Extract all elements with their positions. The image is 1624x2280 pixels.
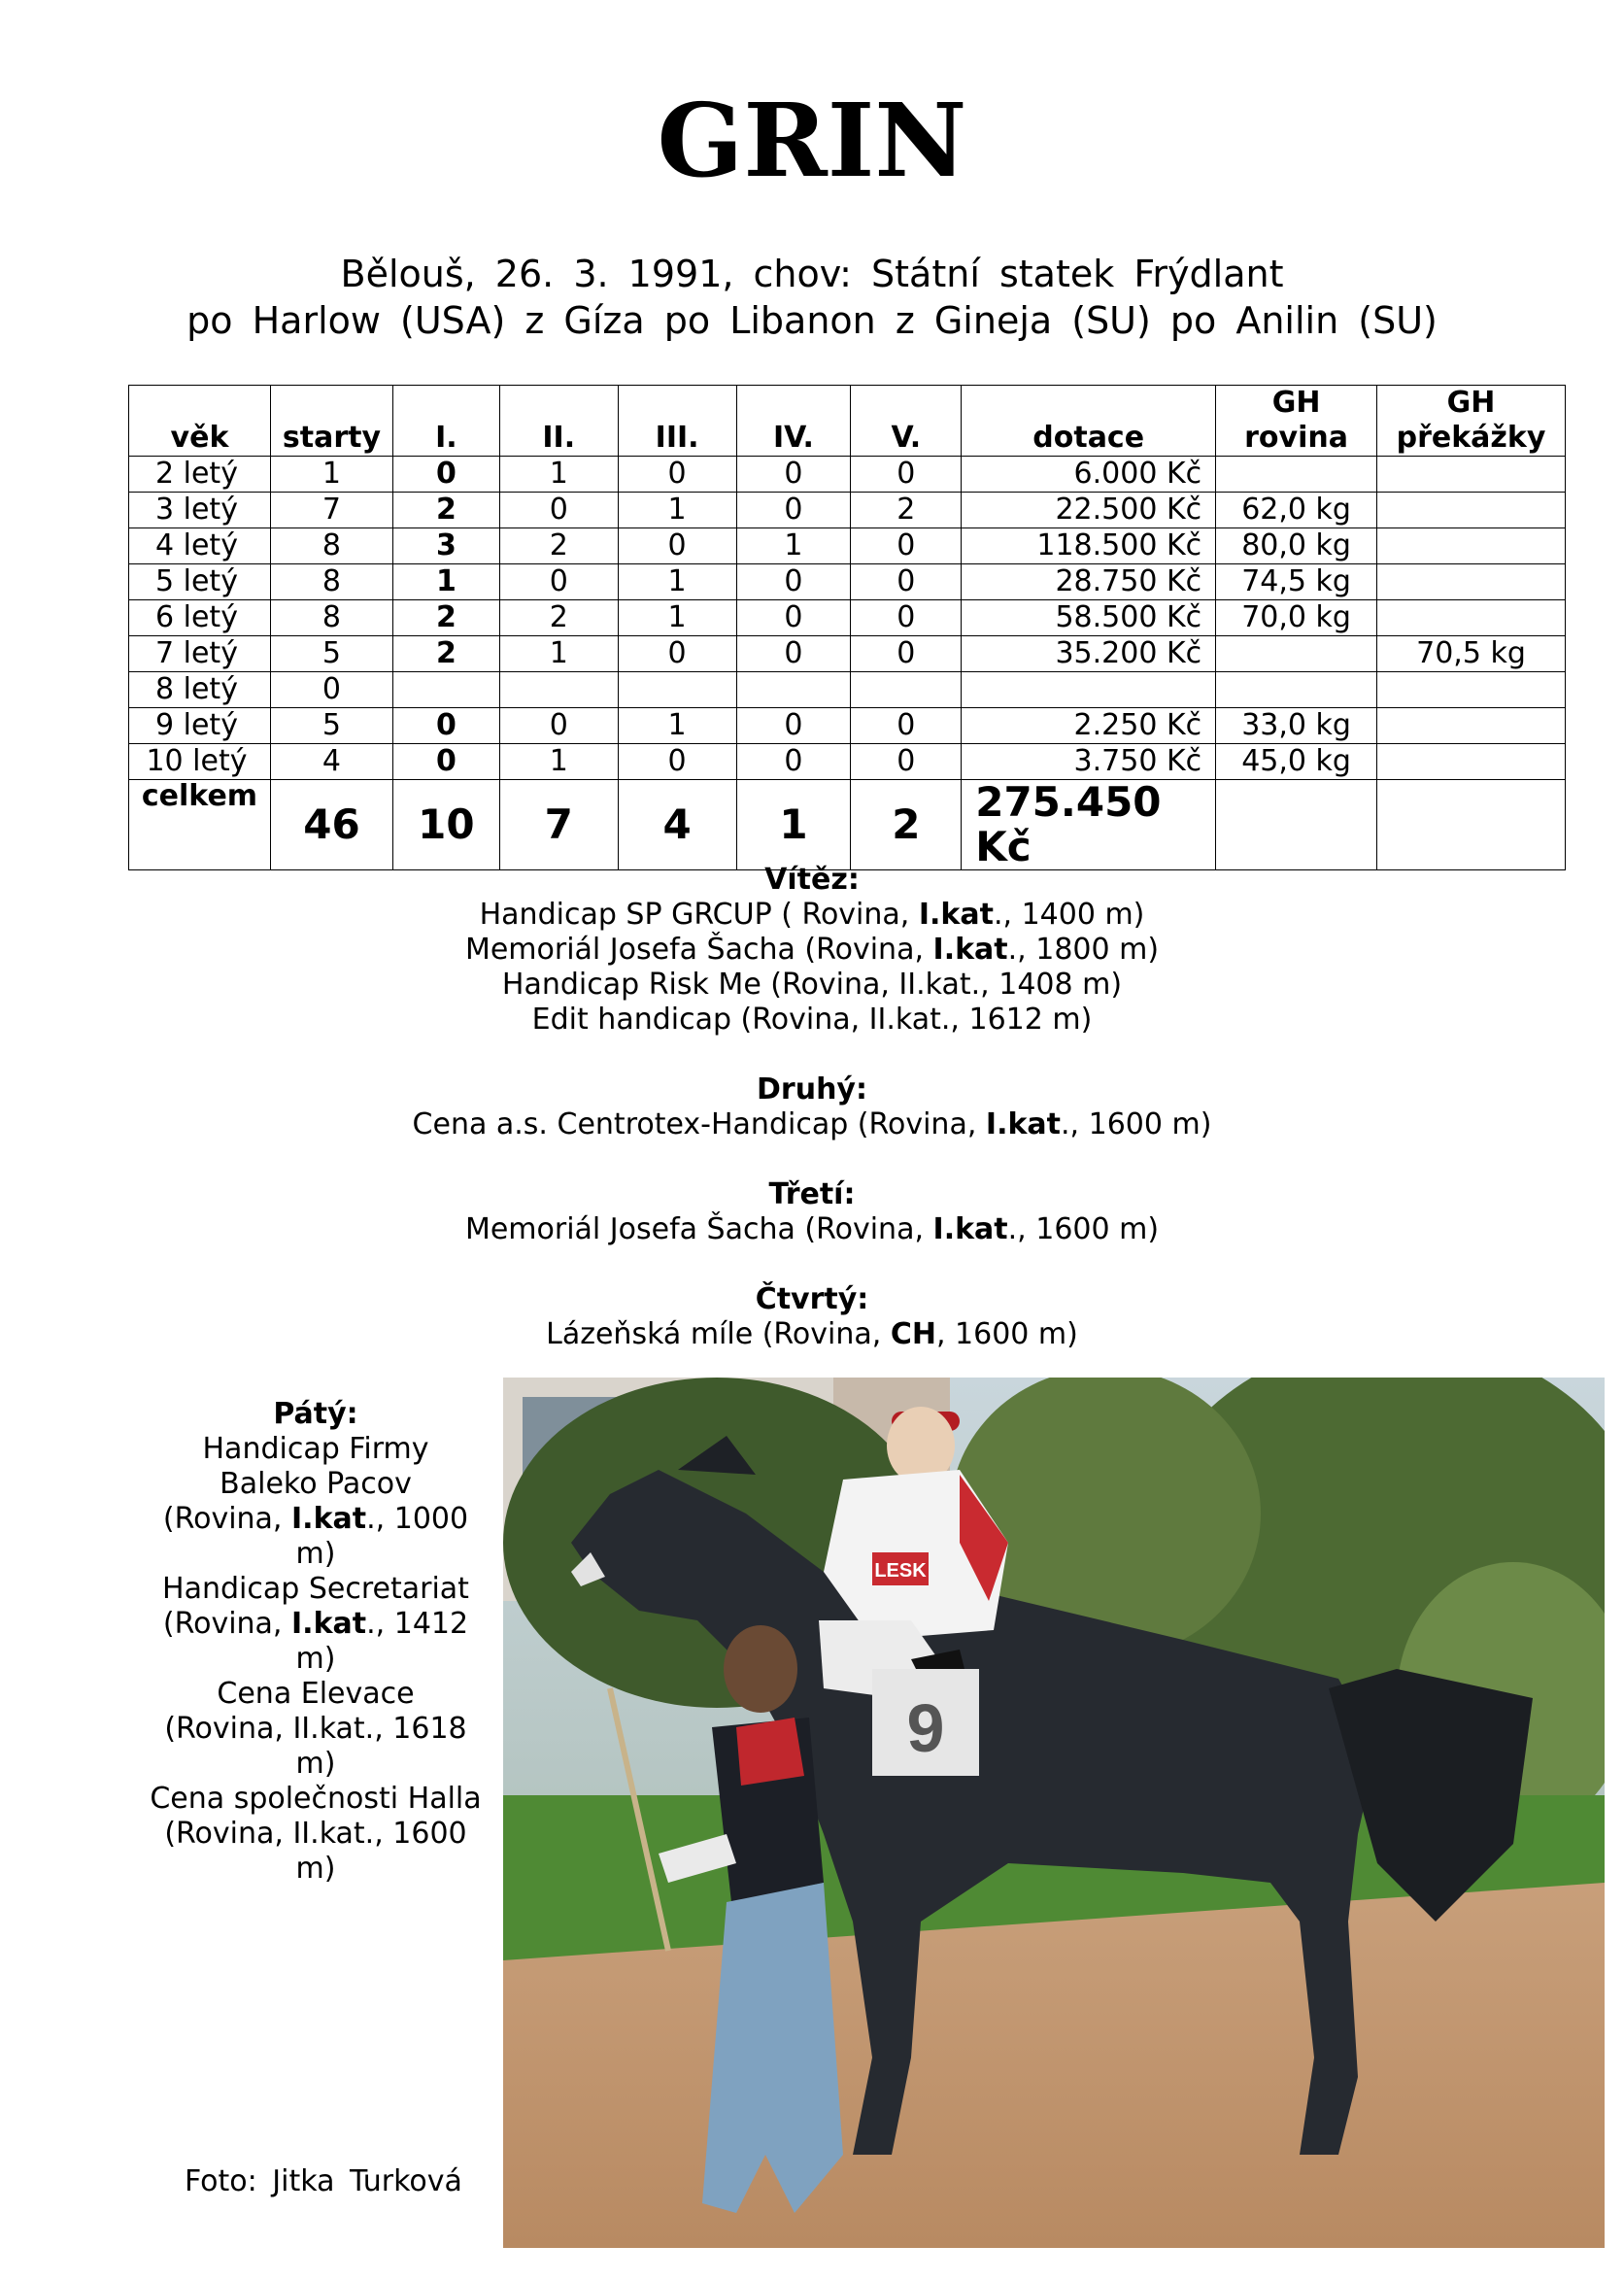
cell-p5: 0: [851, 564, 962, 600]
col-fourth: IV.: [736, 386, 851, 457]
table-row: [129, 528, 1566, 564]
cell-gh-jump: [1377, 528, 1566, 564]
photo-credit: Foto: Jitka Turková: [185, 2164, 462, 2198]
cell-gh-jump: [1377, 457, 1566, 493]
cell-p3: 1: [618, 564, 736, 600]
total-fifth: 2: [851, 780, 962, 870]
cell-gh-flat: 45,0 kg: [1216, 744, 1377, 780]
cell-starts: 8: [270, 600, 392, 636]
third-heading: Třetí:: [768, 1177, 856, 1211]
cell-p3: [618, 672, 736, 708]
cell-p3: 1: [618, 493, 736, 528]
cell-p3: 0: [618, 528, 736, 564]
pedigree-line: po Harlow (USA) z Gíza po Libanon z Gineja (SU) po Anilin (SU): [186, 299, 1438, 342]
race-line: (Rovina, II.kat., 1618 m): [164, 1712, 467, 1781]
cell-gh-flat: 80,0 kg: [1216, 528, 1377, 564]
cell-p4: [736, 672, 851, 708]
col-gh-flat: GH rovina: [1216, 386, 1377, 457]
race-category: I.kat: [291, 1607, 367, 1641]
cell-p5: [851, 672, 962, 708]
col-second: II.: [499, 386, 618, 457]
race-line: Cena Elevace: [217, 1677, 415, 1711]
third-races: [0, 1212, 1624, 1247]
winner-races: [0, 898, 1624, 1038]
cell-gh-jump: [1377, 564, 1566, 600]
cell-starts: 8: [270, 528, 392, 564]
cell-prize: 35.200 Kč: [962, 636, 1216, 672]
cell-gh-flat: 70,0 kg: [1216, 600, 1377, 636]
cell-p2: [499, 672, 618, 708]
race-line: Handicap SP GRCUP ( Rovina, I.kat., 1400 m): [479, 898, 1145, 932]
cell-p1: 0: [392, 744, 499, 780]
cell-age: 8 letý: [129, 672, 271, 708]
race-category: I.kat: [932, 1212, 1008, 1246]
second-races: [0, 1107, 1624, 1142]
cell-gh-flat: 62,0 kg: [1216, 493, 1377, 528]
cell-gh-jump: [1377, 493, 1566, 528]
table-row: [129, 708, 1566, 744]
cell-p1: 0: [392, 708, 499, 744]
cell-p4: 0: [736, 564, 851, 600]
cell-p4: 0: [736, 600, 851, 636]
total-gh-flat: [1216, 780, 1377, 870]
winner-heading: Vítěz:: [764, 863, 860, 897]
cell-starts: 7: [270, 493, 392, 528]
horse-photo: [503, 1378, 1605, 2248]
saddle-number: 9: [906, 1690, 945, 1766]
cell-prize: 3.750 Kč: [962, 744, 1216, 780]
race-line: (Rovina, II.kat., 1600 m): [164, 1817, 467, 1886]
cell-p5: 0: [851, 708, 962, 744]
col-starts: starty: [270, 386, 392, 457]
cell-p2: 1: [499, 636, 618, 672]
cell-p1: 2: [392, 600, 499, 636]
cell-p3: 0: [618, 457, 736, 493]
cell-gh-jump: [1377, 708, 1566, 744]
table-row: [129, 672, 1566, 708]
cell-prize: 118.500 Kč: [962, 528, 1216, 564]
cell-p2: 1: [499, 744, 618, 780]
table-row: [129, 744, 1566, 780]
cell-age: 4 letý: [129, 528, 271, 564]
total-first: 10: [392, 780, 499, 870]
cell-p5: 0: [851, 528, 962, 564]
fourth-races: [0, 1317, 1624, 1352]
cell-prize: 58.500 Kč: [962, 600, 1216, 636]
cell-age: 10 letý: [129, 744, 271, 780]
table-row: [129, 457, 1566, 493]
table-row: [129, 564, 1566, 600]
race-stats-table: [128, 385, 1566, 870]
cell-gh-flat: 33,0 kg: [1216, 708, 1377, 744]
cell-p4: 0: [736, 457, 851, 493]
race-category: I.kat: [291, 1502, 367, 1536]
cell-p4: 0: [736, 708, 851, 744]
race-line: Lázeňská míle (Rovina, CH, 1600 m): [546, 1317, 1078, 1351]
third-section: [0, 1177, 1624, 1247]
cell-starts: 5: [270, 708, 392, 744]
cell-prize: 28.750 Kč: [962, 564, 1216, 600]
total-fourth: 1: [736, 780, 851, 870]
col-age: věk: [129, 386, 271, 457]
cell-p1: 0: [392, 457, 499, 493]
fifth-heading: Pátý:: [273, 1397, 358, 1431]
col-fifth: V.: [851, 386, 962, 457]
fourth-heading: Čtvrtý:: [755, 1282, 869, 1316]
total-label: celkem: [129, 780, 271, 870]
cell-age: 2 letý: [129, 457, 271, 493]
cell-age: 3 letý: [129, 493, 271, 528]
cell-gh-flat: [1216, 457, 1377, 493]
cell-p2: 1: [499, 457, 618, 493]
cell-p5: 2: [851, 493, 962, 528]
race-line: Edit handicap (Rovina, II.kat., 1612 m): [531, 1003, 1093, 1037]
winner-section: [0, 863, 1624, 1038]
total-starts: 46: [270, 780, 392, 870]
cell-prize: [962, 672, 1216, 708]
cell-starts: 8: [270, 564, 392, 600]
table-row: [129, 600, 1566, 636]
cell-gh-flat: [1216, 636, 1377, 672]
total-prize: 275.450 Kč: [962, 780, 1216, 870]
race-line: Memoriál Josefa Šacha (Rovina, I.kat., 1800 m): [464, 933, 1160, 967]
total-second: 7: [499, 780, 618, 870]
cell-prize: 6.000 Kč: [962, 457, 1216, 493]
horse-info: Bělouš, 26. 3. 1991, chov: Státní statek Frýdlant: [340, 253, 1284, 295]
cell-p4: 0: [736, 636, 851, 672]
cell-p5: 0: [851, 457, 962, 493]
table-row: [129, 493, 1566, 528]
cell-starts: 4: [270, 744, 392, 780]
race-line: (Rovina, I.kat., 1412 m): [162, 1607, 469, 1676]
saddle-cloth: [872, 1669, 979, 1776]
second-section: [0, 1072, 1624, 1142]
cell-gh-flat: [1216, 672, 1377, 708]
cell-p3: 0: [618, 636, 736, 672]
col-gh-jump: GH překážky: [1377, 386, 1566, 457]
cell-age: 6 letý: [129, 600, 271, 636]
fourth-section: [0, 1282, 1624, 1352]
cell-prize: 22.500 Kč: [962, 493, 1216, 528]
cell-p1: 2: [392, 636, 499, 672]
cell-gh-flat: 74,5 kg: [1216, 564, 1377, 600]
cell-p4: 1: [736, 528, 851, 564]
fifth-races: [146, 1432, 486, 1887]
cell-starts: 0: [270, 672, 392, 708]
cell-age: 5 letý: [129, 564, 271, 600]
cell-age: 9 letý: [129, 708, 271, 744]
cell-p1: 3: [392, 528, 499, 564]
race-line: Memoriál Josefa Šacha (Rovina, I.kat., 1600 m): [464, 1212, 1160, 1246]
race-line: Handicap Firmy: [202, 1432, 429, 1466]
cell-p2: 0: [499, 564, 618, 600]
cell-age: 7 letý: [129, 636, 271, 672]
cell-p3: 0: [618, 744, 736, 780]
cell-p5: 0: [851, 636, 962, 672]
col-first: I.: [392, 386, 499, 457]
race-line: Handicap Risk Me (Rovina, II.kat., 1408 m): [501, 968, 1123, 1002]
silks-text: LESK: [874, 1560, 927, 1582]
cell-gh-jump: [1377, 600, 1566, 636]
race-category: I.kat: [932, 933, 1008, 967]
race-line: Cena a.s. Centrotex-Handicap (Rovina, I.kat., 1600 m): [412, 1107, 1212, 1141]
table-row: [129, 636, 1566, 672]
race-line: Cena společnosti Halla: [150, 1782, 482, 1816]
page-title: GRIN: [657, 81, 967, 200]
table-total-row: [129, 780, 1566, 870]
cell-gh-jump: [1377, 744, 1566, 780]
cell-gh-jump: 70,5 kg: [1377, 636, 1566, 672]
col-prize: dotace: [962, 386, 1216, 457]
race-category: I.kat: [985, 1107, 1062, 1141]
cell-p2: 0: [499, 493, 618, 528]
col-third: III.: [618, 386, 736, 457]
race-category: CH: [890, 1317, 936, 1351]
cell-starts: 1: [270, 457, 392, 493]
race-line: (Rovina, I.kat., 1000 m): [162, 1502, 469, 1571]
total-third: 4: [618, 780, 736, 870]
cell-p2: 0: [499, 708, 618, 744]
cell-p3: 1: [618, 708, 736, 744]
fifth-section: [146, 1397, 486, 1887]
cell-p1: 1: [392, 564, 499, 600]
cell-prize: 2.250 Kč: [962, 708, 1216, 744]
total-gh-jump: [1377, 780, 1566, 870]
race-category: I.kat: [918, 898, 994, 932]
cell-p5: 0: [851, 744, 962, 780]
second-heading: Druhý:: [757, 1072, 867, 1106]
cell-p4: 0: [736, 493, 851, 528]
cell-p2: 2: [499, 528, 618, 564]
cell-gh-jump: [1377, 672, 1566, 708]
table-header-row: [129, 386, 1566, 457]
cell-p1: 2: [392, 493, 499, 528]
cell-p3: 1: [618, 600, 736, 636]
race-line: Handicap Secretariat: [162, 1572, 469, 1606]
cell-p2: 2: [499, 600, 618, 636]
cell-p5: 0: [851, 600, 962, 636]
cell-p1: [392, 672, 499, 708]
race-line: Baleko Pacov: [220, 1467, 412, 1501]
cell-p4: 0: [736, 744, 851, 780]
cell-starts: 5: [270, 636, 392, 672]
